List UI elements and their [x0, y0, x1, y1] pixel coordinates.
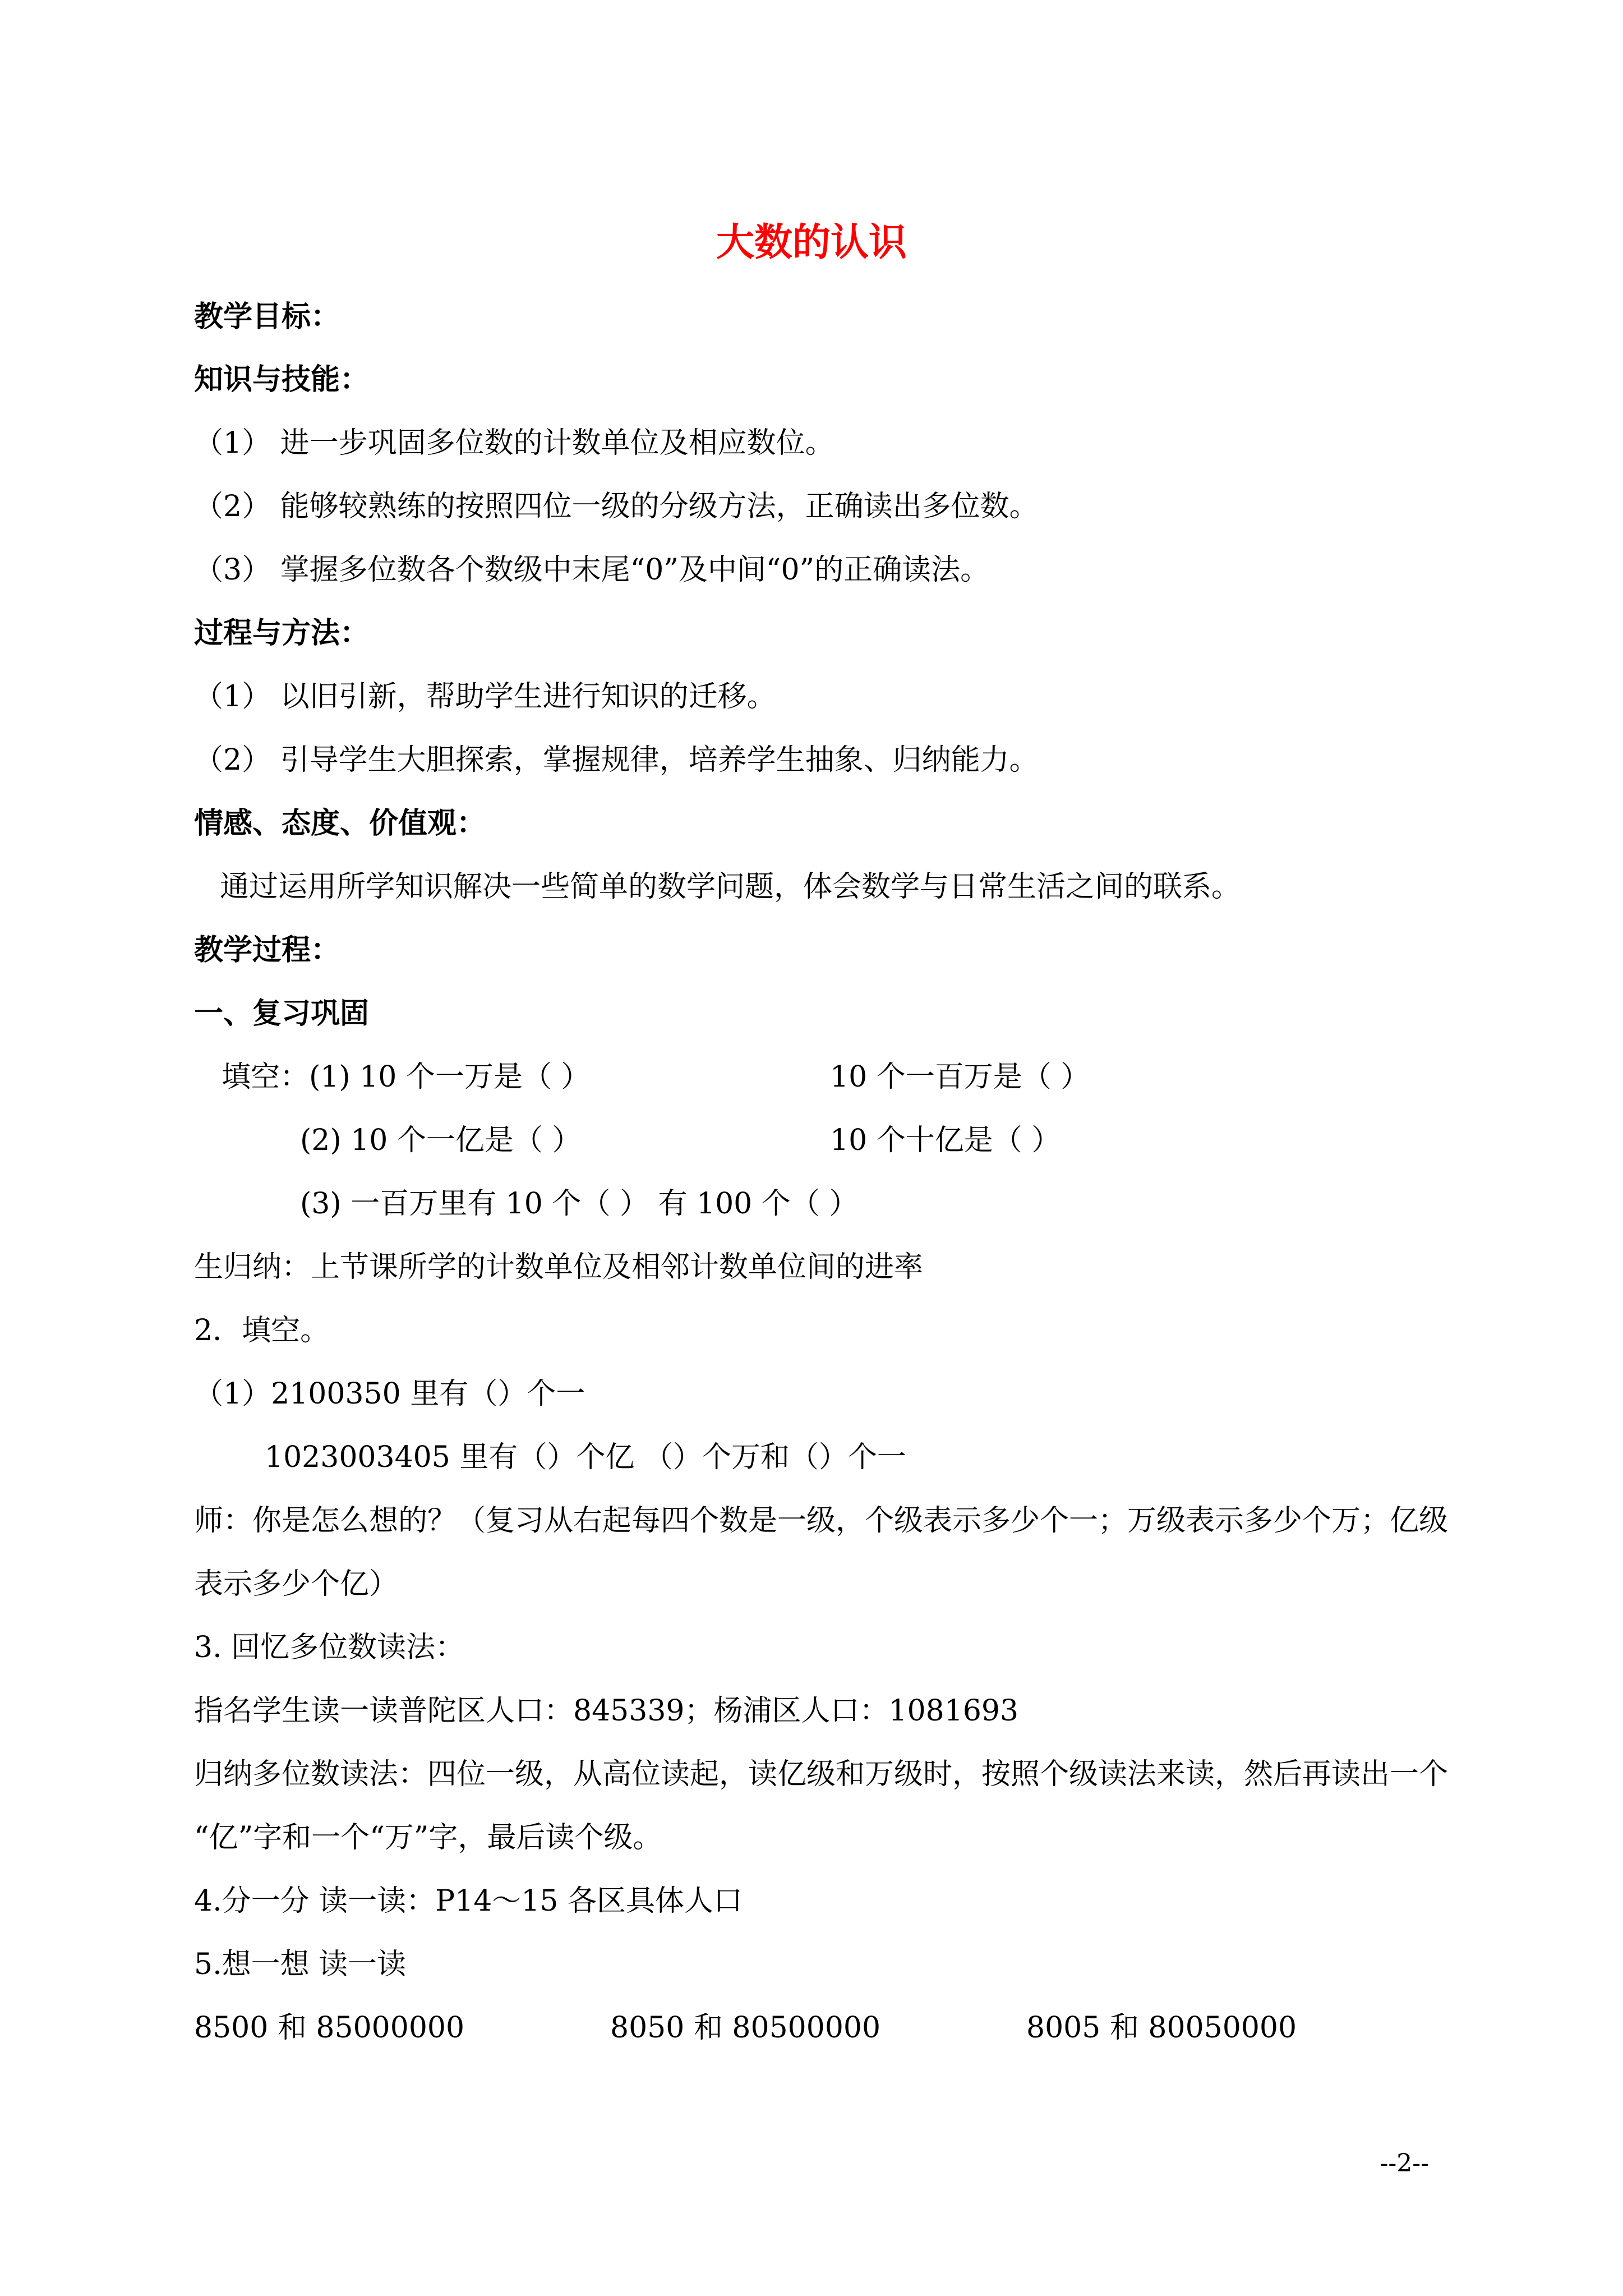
- teacher-question: 表示多少个亿）: [194, 1567, 399, 1601]
- knowledge-item: （3） 掌握多位数各个数级中末尾“0”及中间“0”的正确读法。: [194, 553, 990, 587]
- page-title: 大数的认识: [716, 220, 907, 265]
- knowledge-item: （1） 进一步巩固多位数的计数单位及相应数位。: [194, 426, 834, 460]
- question-4: 4.分一分 读一读：P14～15 各区具体人口: [194, 1884, 743, 1918]
- question-3-text: 指名学生读一读普陀区人口：845339；杨浦区人口：1081693: [194, 1694, 1019, 1728]
- number-pair: 8050 和 80500000: [610, 2011, 881, 2045]
- number-pair: 8500 和 85000000: [194, 2011, 465, 2045]
- teacher-question: 师：你是怎么想的？（复习从右起每四个数是一级，个级表示多少个一；万级表示多少个万；亿级: [194, 1504, 1449, 1538]
- fill-blank-row: 填空：(1) 10 个一万是（ ）: [222, 1060, 591, 1094]
- teaching-process-heading: 教学过程：: [194, 933, 340, 967]
- fill-blank-row: (2) 10 个一亿是（ ）: [300, 1124, 582, 1157]
- question-2-heading: 2．填空。: [194, 1314, 330, 1347]
- fill-blank-row: 10 个一百万是（ ）: [830, 1060, 1090, 1094]
- review-heading: 一、复习巩固: [194, 996, 370, 1030]
- number-pair: 8005 和 80050000: [1026, 2011, 1297, 2045]
- student-summary: 生归纳：上节课所学的计数单位及相邻计数单位间的进率: [194, 1250, 924, 1284]
- attitude-text: 通过运用所学知识解决一些简单的数学问题，体会数学与日常生活之间的联系。: [220, 870, 1241, 904]
- question-5: 5.想一想 读一读: [194, 1948, 407, 1981]
- page-number: --2--: [1380, 2149, 1429, 2178]
- process-method-item: （1） 以旧引新，帮助学生进行知识的迁移。: [194, 680, 776, 714]
- question-2-line: （1）2100350 里有（）个一: [194, 1377, 585, 1411]
- reading-rule: “亿”字和一个“万”字，最后读个级。: [194, 1821, 662, 1855]
- reading-rule: 归纳多位数读法：四位一级，从高位读起，读亿级和万级时，按照个级读法来读，然后再读出一个: [194, 1757, 1449, 1791]
- attitude-heading: 情感、态度、价值观：: [194, 806, 486, 840]
- question-3-heading: 3. 回忆多位数读法：: [194, 1631, 465, 1664]
- process-method-heading: 过程与方法：: [194, 616, 370, 650]
- question-2-line: 1023003405 里有（）个亿 （）个万和（）个一: [265, 1441, 906, 1474]
- fill-blank-row: (3) 一百万里有 10 个（ ） 有 100 个（ ）: [300, 1187, 859, 1221]
- objectives-heading: 教学目标：: [194, 300, 340, 334]
- knowledge-item: （2） 能够较熟练的按照四位一级的分级方法，正确读出多位数。: [194, 490, 1039, 523]
- process-method-item: （2） 引导学生大胆探索，掌握规律，培养学生抽象、归纳能力。: [194, 743, 1039, 777]
- knowledge-heading: 知识与技能：: [194, 362, 370, 397]
- fill-blank-row: 10 个十亿是（ ）: [830, 1124, 1061, 1157]
